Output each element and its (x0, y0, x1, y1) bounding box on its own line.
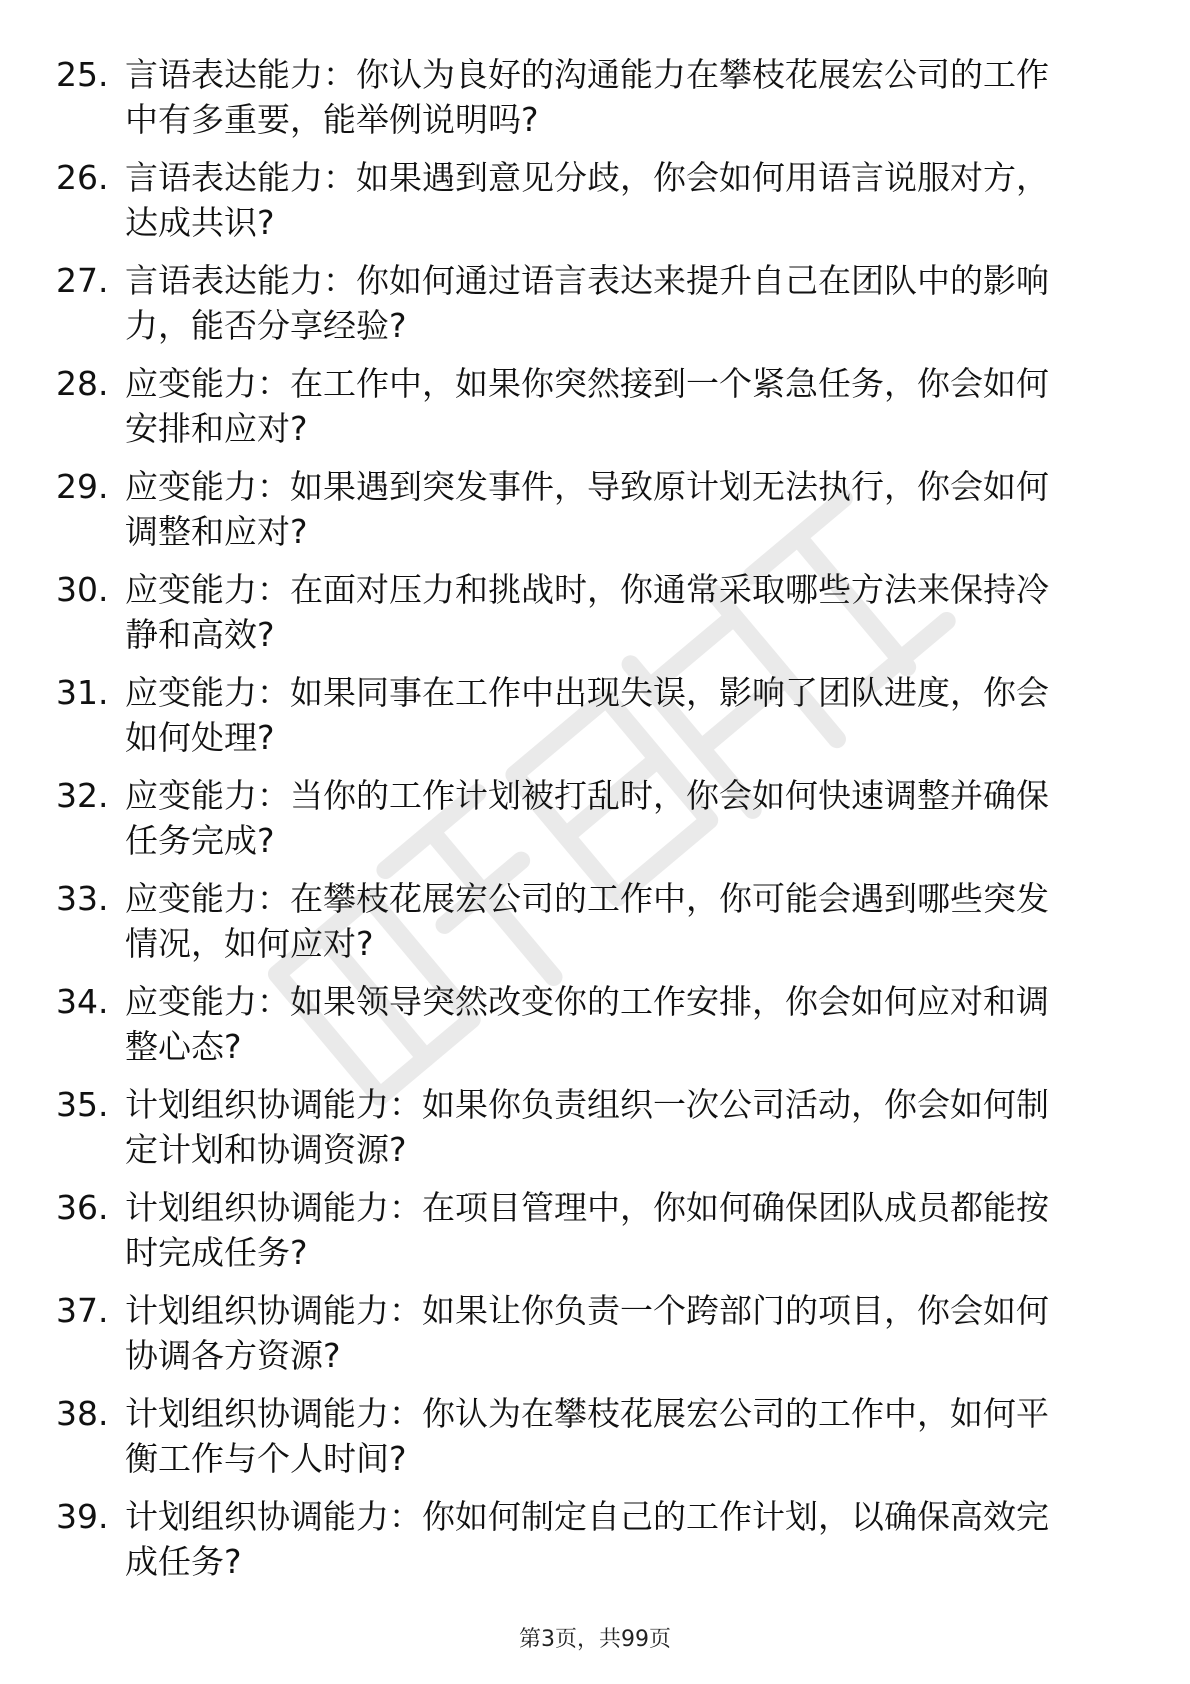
question-number: 33. (56, 879, 109, 918)
question-item (56, 52, 1126, 155)
question-number: 26. (56, 158, 109, 197)
question-item (56, 567, 1126, 670)
question-number: 29. (56, 467, 109, 506)
question-text-line1: 计划组织协调能力：你如何制定自己的工作计划，以确保高效完 (125, 1497, 1049, 1536)
question-number: 28. (56, 364, 109, 403)
question-number: 39. (56, 1497, 109, 1536)
question-text-line2: 力，能否分享经验? (125, 306, 407, 345)
question-text-line2: 衡工作与个人时间? (125, 1439, 407, 1478)
question-number: 36. (56, 1188, 109, 1227)
question-number: 37. (56, 1291, 109, 1330)
question-text-line2: 成任务? (125, 1542, 242, 1581)
question-item (56, 155, 1126, 258)
question-item (56, 361, 1126, 464)
question-item (56, 979, 1126, 1082)
question-number: 35. (56, 1085, 109, 1124)
question-text-line2: 如何处理? (125, 718, 275, 757)
question-text-line1: 计划组织协调能力：你认为在攀枝花展宏公司的工作中，如何平 (125, 1394, 1049, 1433)
question-text-line2: 中有多重要，能举例说明吗? (125, 100, 539, 139)
question-item (56, 670, 1126, 773)
question-text-line1: 计划组织协调能力：如果你负责组织一次公司活动，你会如何制 (125, 1085, 1049, 1124)
question-item (56, 1391, 1126, 1494)
question-list (56, 52, 1126, 1597)
question-text-line1: 言语表达能力：如果遇到意见分歧，你会如何用语言说服对方， (125, 158, 1049, 197)
question-text-line2: 时完成任务? (125, 1233, 308, 1272)
question-text-line1: 应变能力：当你的工作计划被打乱时，你会如何快速调整并确保 (125, 776, 1049, 815)
question-number: 30. (56, 570, 109, 609)
question-text-line1: 应变能力：如果遇到突发事件，导致原计划无法执行，你会如何 (125, 467, 1049, 506)
question-number: 31. (56, 673, 109, 712)
question-text-line2: 任务完成? (125, 821, 275, 860)
question-number: 27. (56, 261, 109, 300)
question-text-line1: 应变能力：如果同事在工作中出现失误，影响了团队进度，你会 (125, 673, 1049, 712)
question-item (56, 876, 1126, 979)
question-text-line2: 定计划和协调资源? (125, 1130, 407, 1169)
question-item (56, 1185, 1126, 1288)
question-text-line1: 应变能力：如果领导突然改变你的工作安排，你会如何应对和调 (125, 982, 1049, 1021)
question-text-line1: 言语表达能力：你如何通过语言表达来提升自己在团队中的影响 (125, 261, 1049, 300)
question-text-line2: 情况，如何应对? (125, 924, 374, 963)
question-item (56, 1082, 1126, 1185)
question-text-line2: 协调各方资源? (125, 1336, 341, 1375)
question-number: 34. (56, 982, 109, 1021)
page-number: 第3页，共99页 (519, 1627, 671, 1652)
question-text-line1: 应变能力：在攀枝花展宏公司的工作中，你可能会遇到哪些突发 (125, 879, 1049, 918)
question-item (56, 1494, 1126, 1597)
question-text-line2: 调整和应对? (125, 512, 308, 551)
question-item (56, 258, 1126, 361)
question-text-line2: 静和高效? (125, 615, 275, 654)
question-text-line2: 达成共识? (125, 203, 275, 242)
question-number: 32. (56, 776, 109, 815)
question-text-line1: 计划组织协调能力：在项目管理中，你如何确保团队成员都能按 (125, 1188, 1049, 1227)
question-text-line1: 言语表达能力：你认为良好的沟通能力在攀枝花展宏公司的工作 (125, 55, 1049, 94)
question-text-line1: 计划组织协调能力：如果让你负责一个跨部门的项目，你会如何 (125, 1291, 1049, 1330)
question-text-line1: 应变能力：在面对压力和挑战时，你通常采取哪些方法来保持冷 (125, 570, 1049, 609)
question-item (56, 773, 1126, 876)
question-number: 25. (56, 55, 109, 94)
question-number: 38. (56, 1394, 109, 1433)
question-item (56, 1288, 1126, 1391)
question-text-line2: 整心态? (125, 1027, 242, 1066)
question-text-line2: 安排和应对? (125, 409, 308, 448)
question-text-line1: 应变能力：在工作中，如果你突然接到一个紧急任务，你会如何 (125, 364, 1049, 403)
question-item (56, 464, 1126, 567)
